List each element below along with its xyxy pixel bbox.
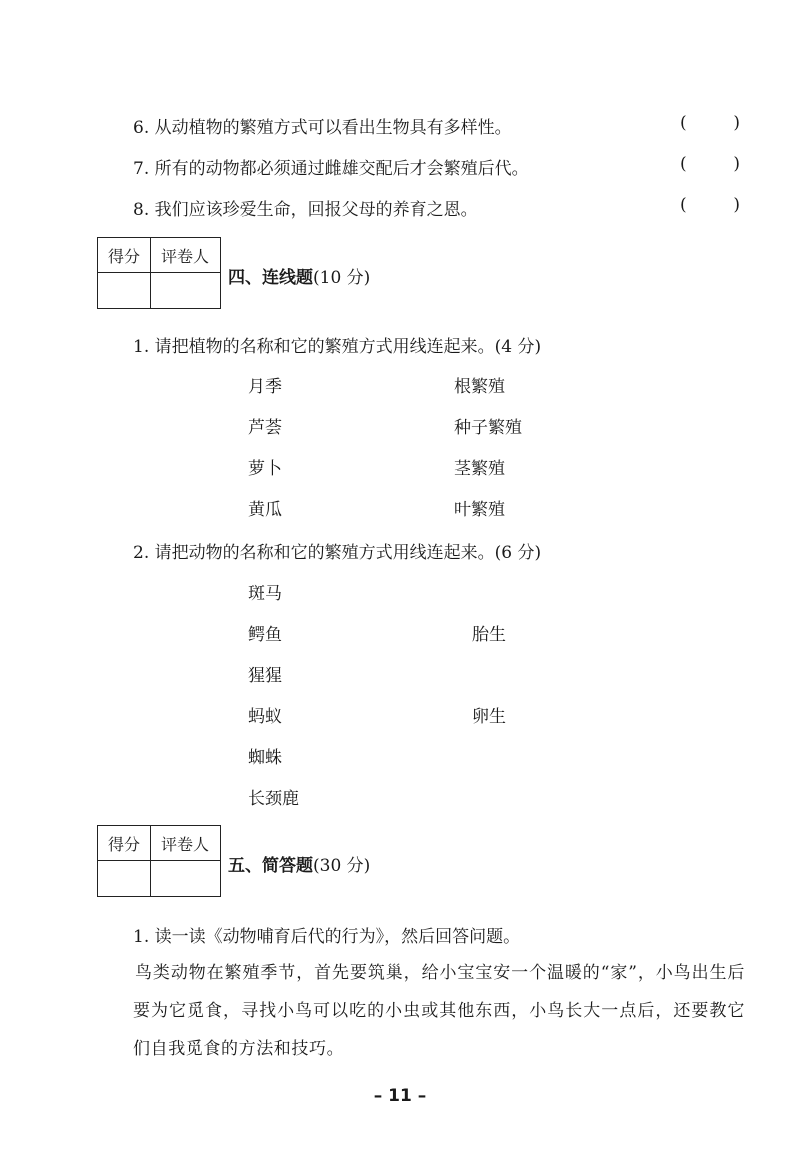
plant-item[interactable]: 芦荟	[248, 418, 282, 438]
score-box-section-4	[97, 237, 221, 309]
reproduction-method[interactable]: 茎繁殖	[454, 459, 505, 479]
paren-close: )	[733, 195, 740, 215]
matching-q2-prompt: 2. 请把动物的名称和它的繁殖方式用线连起来。(6 分)	[133, 543, 542, 563]
paren-open: (	[680, 113, 687, 133]
question-7: 7. 所有的动物都必须通过雌雄交配后才会繁殖后代。	[133, 159, 529, 179]
animal-item[interactable]: 蜘蛛	[248, 748, 282, 768]
short-answer-q1-prompt: 1. 读一读《动物哺育后代的行为》，然后回答问题。	[133, 927, 521, 947]
paren-open: (	[680, 195, 687, 215]
question-8: 8. 我们应该珍爱生命，回报父母的养育之恩。	[133, 200, 478, 220]
section-4-heading	[228, 263, 370, 288]
section-5-heading	[228, 851, 370, 876]
question-6: 6. 从动植物的繁殖方式可以看出生物具有多样性。	[133, 118, 512, 138]
reading-passage: 鸟类动物在繁殖季节，首先要筑巢，给小宝宝安一个温暖的“家”，小鸟出生后要为它觅食，寻找小鸟可以吃的小虫或其他东西，小鸟长大一点后，还要教它们自我觅食的方法和技巧。	[133, 963, 745, 1059]
animal-item[interactable]: 蚂蚁	[248, 707, 282, 727]
animal-item[interactable]: 长颈鹿	[248, 789, 299, 809]
reproduction-method[interactable]: 胎生	[472, 625, 506, 645]
grader-label: 评卷人	[160, 835, 209, 854]
reproduction-method[interactable]: 种子繁殖	[454, 418, 522, 438]
page-number: – 11 –	[373, 1086, 427, 1106]
paren-close: )	[733, 113, 740, 133]
section-5-points: (30 分)	[313, 856, 371, 876]
answer-blank-8[interactable]	[680, 195, 740, 215]
plant-item[interactable]: 萝卜	[248, 459, 282, 479]
animal-item[interactable]: 斑马	[248, 584, 282, 604]
section-4-points: (10 分)	[313, 268, 371, 288]
matching-q1-prompt: 1. 请把植物的名称和它的繁殖方式用线连起来。(4 分)	[133, 337, 542, 357]
animal-item[interactable]: 猩猩	[248, 666, 282, 686]
reproduction-method[interactable]: 叶繁殖	[454, 500, 505, 520]
answer-blank-6[interactable]	[680, 113, 740, 133]
section-4-title: 四、连线题	[228, 268, 313, 288]
animal-item[interactable]: 鳄鱼	[248, 625, 282, 645]
paren-open: (	[680, 154, 687, 174]
score-label: 得分	[107, 835, 140, 854]
score-label: 得分	[107, 247, 140, 266]
score-box-section-5	[97, 825, 221, 897]
reproduction-method[interactable]: 根繁殖	[454, 377, 505, 397]
plant-item[interactable]: 月季	[248, 377, 282, 397]
section-5-title: 五、简答题	[228, 856, 313, 876]
plant-item[interactable]: 黄瓜	[248, 500, 282, 520]
paren-close: )	[733, 154, 740, 174]
grader-label: 评卷人	[160, 247, 209, 266]
reproduction-method[interactable]: 卵生	[472, 707, 506, 727]
answer-blank-7[interactable]	[680, 154, 740, 174]
